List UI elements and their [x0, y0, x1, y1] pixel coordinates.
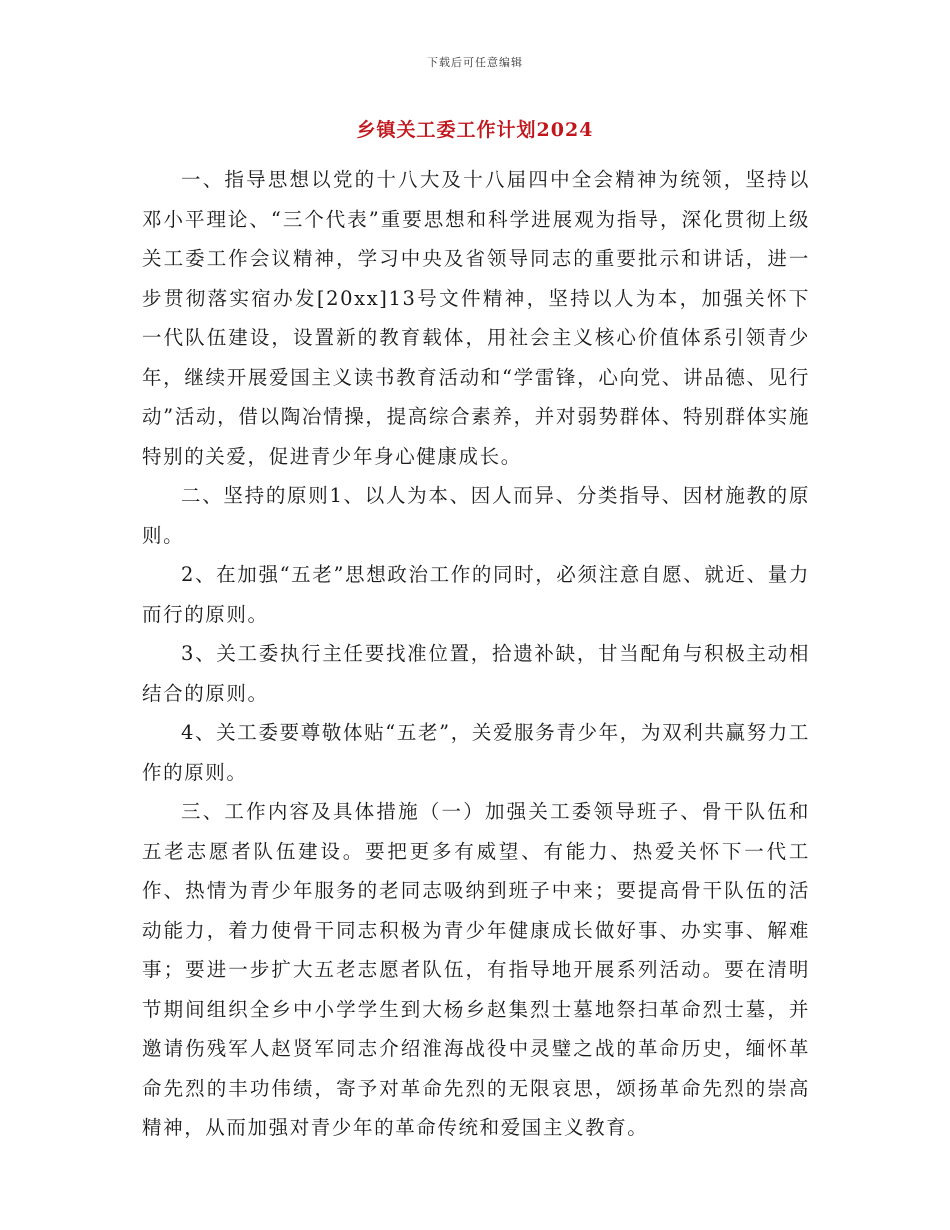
- paragraph-principle-3: 3、关工委执行主任要找准位置，拾遗补缺，甘当配角与积极主动相结合的原则。: [142, 642, 810, 705]
- document-title: 乡镇关工委工作计划2024: [356, 119, 594, 141]
- paragraph-principle-2: 2、在加强“五老”思想政治工作的同时，必须注意自愿、就近、量力而行的原则。: [142, 563, 810, 626]
- paragraph-principles-intro: 二、坚持的原则1、以人为本、因人而异、分类指导、因材施教的原则。: [142, 484, 810, 547]
- header-note: 下载后可任意编辑: [427, 56, 523, 69]
- document-body: [142, 160, 810, 1148]
- paragraph-principle-4: 4、关工委要尊敬体贴“五老”，关爱服务青少年，为双利共赢努力工作的原则。: [142, 721, 810, 784]
- paragraph-work-content: 三、工作内容及具体措施（一）加强关工委领导班子、骨干队伍和五老志愿者队伍建设。要把更多有威望、有能力、热爱关怀下一代工作、热情为青少年服务的老同志吸纳到班子中来；要提高骨干队伍的活动能力，着力使骨干同志积极为青少年健康成长做好事、办实事、解难事；要进一步扩大五老志愿者队伍，有指导地开展系列活动。要在清明节期间组织全乡中小学学生到大杨乡赵集烈士墓地祭扫革命烈士墓，并邀请伤残军人赵贤军同志介绍淮海战役中灵璧之战的革命历史，缅怀革命先烈的丰功伟绩，寄予对革命先烈的无限哀思，颂扬革命先烈的崇高精神，从而加强对青少年的革命传统和爱国主义教育。: [142, 800, 810, 1139]
- paragraph-guiding-ideology: 一、指导思想以党的十八大及十八届四中全会精神为统领，坚持以邓小平理论、“三个代表”重要思想和科学进展观为指导，深化贯彻上级关工委工作会议精神，学习中央及省领导同志的重要批示和讲话，进一步贯彻落实宿办发[20xx]13号文件精神，坚持以人为本，加强关怀下一代队伍建设，设置新的教育载体，用社会主义核心价值体系引领青少年，继续开展爱国主义读书教育活动和“学雷锋，心向党、讲品德、见行动”活动，借以陶冶情操，提高综合素养，并对弱势群体、特别群体实施特别的关爱，促进青少年身心健康成长。: [142, 168, 810, 468]
